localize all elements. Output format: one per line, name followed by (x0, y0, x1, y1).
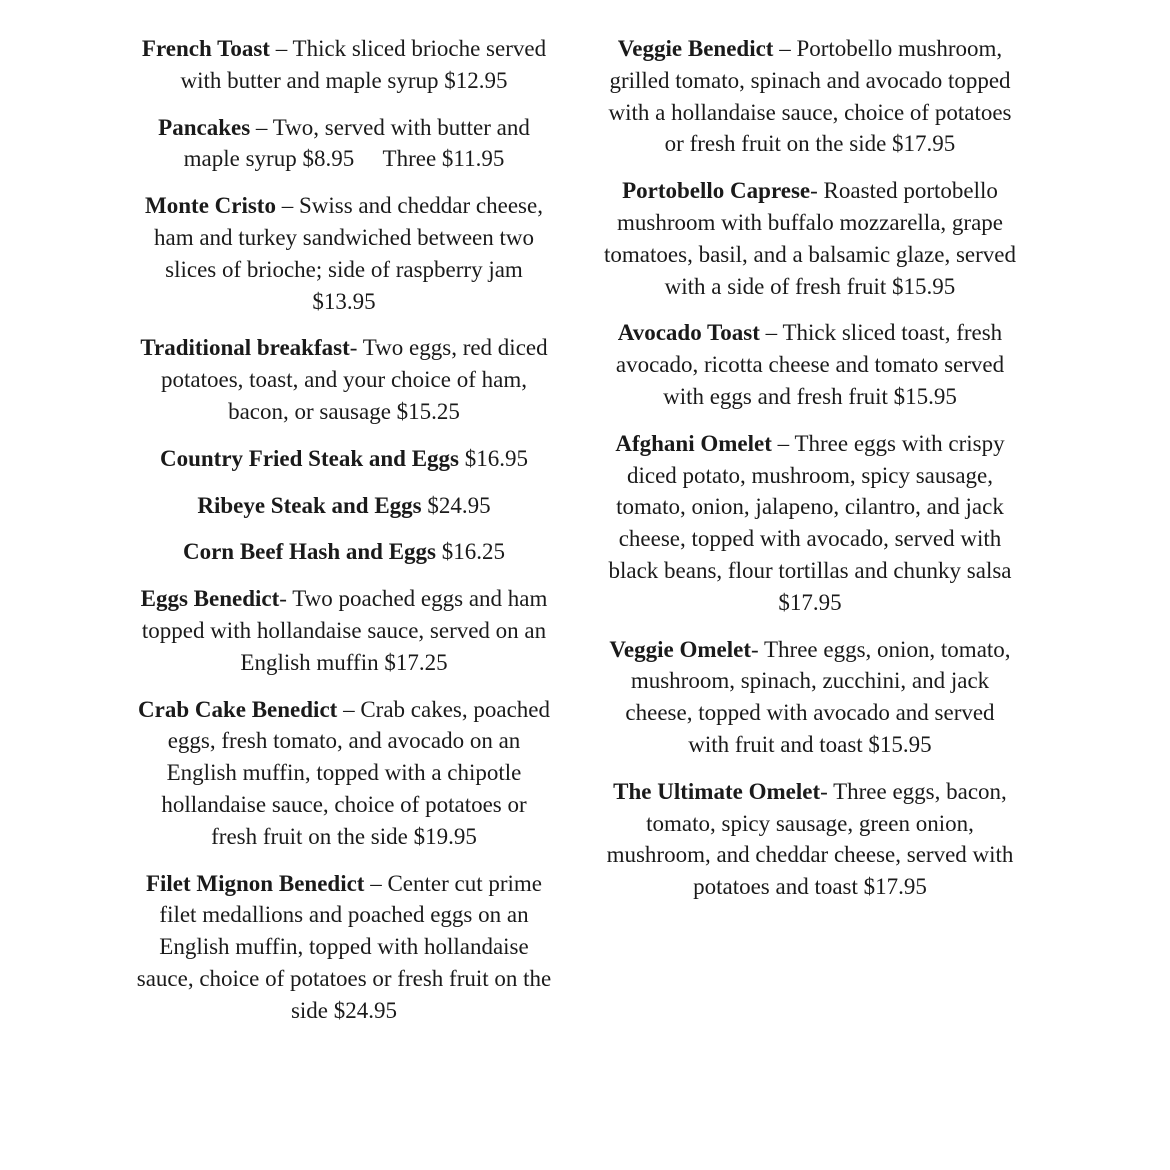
menu-item-description: – Portobello mushroom, grilled tomato, spinach and avocado topped with a hollandaise sauce, choice of potatoes or fresh fruit on the side $17.95 (608, 36, 1012, 157)
menu-item-name: Ribeye Steak and Eggs (197, 492, 422, 518)
menu-item-name: Traditional breakfast (140, 335, 350, 361)
menu-item-description: $16.95 (459, 445, 529, 471)
menu-item-description: - Three eggs, bacon, tomato, spicy sausage, green onion, mushroom, and cheddar cheese, served with potatoes and toast $17.95 (606, 778, 1014, 900)
menu-item-description: – Two, served with butter and maple syrup $8.95 Three $11.95 (183, 114, 530, 172)
menu-item-name: Avocado Toast (617, 320, 760, 346)
menu-item-name: Corn Beef Hash and Eggs (182, 539, 437, 565)
menu-item (136, 583, 552, 678)
menu-item (136, 536, 552, 568)
menu-item-description: – Center cut prime filet medallions and poached eggs on an English muffin, topped with hollandaise sauce, choice of potatoes or fresh fruit on the side $24.95 (136, 870, 552, 1023)
menu-item-name: Veggie Omelet (609, 636, 751, 662)
menu-item-name: French Toast (141, 36, 270, 61)
menu-item-description: – Thick sliced toast, fresh avocado, ricotta cheese and tomato served with eggs and fresh fruit $15.95 (615, 320, 1005, 409)
menu-item (604, 175, 1016, 302)
menu-item-description: – Three eggs with crispy diced potato, mushroom, spicy sausage, tomato, onion, jalapeno, cilantro, and jack cheese, topped with avocado, served with black beans, flour tortillas and chunky salsa $17.95 (608, 430, 1012, 615)
menu-item-description: $16.25 (436, 539, 506, 565)
menu-right-column (604, 33, 1016, 918)
menu-item (136, 443, 552, 475)
menu-item (604, 634, 1016, 761)
menu-item (136, 190, 552, 317)
menu-item-name: Pancakes (158, 114, 251, 140)
menu-item-name: Portobello Caprese (622, 178, 811, 204)
menu-item (604, 428, 1016, 619)
menu-item (604, 33, 1016, 160)
menu-item-description: – Thick sliced brioche served with butter and maple syrup $12.95 (180, 36, 547, 93)
menu-item-name: The Ultimate Omelet (613, 778, 821, 804)
menu-item-name: Monte Cristo (145, 193, 276, 219)
menu-item (136, 33, 552, 97)
menu-item-description: - Two poached eggs and ham topped with hollandaise sauce, served on an English muffin $17.25 (141, 586, 548, 675)
menu-left-column (136, 33, 552, 1042)
menu-item-description: - Three eggs, onion, tomato, mushroom, spinach, zucchini, and jack cheese, topped with avocado and served with fruit and toast $15.95 (625, 636, 1011, 757)
menu-item-description: – Swiss and cheddar cheese, ham and turkey sandwiched between two slices of brioche; side of raspberry jam $13.95 (153, 193, 543, 314)
menu-item (136, 868, 552, 1027)
menu-item-description: - Roasted portobello mushroom with buffalo mozzarella, grape tomatoes, basil, and a balsamic glaze, served with a side of fresh fruit $15.95 (604, 178, 1016, 299)
menu-item (604, 776, 1016, 903)
menu-item-description: - Two eggs, red diced potatoes, toast, and your choice of ham, bacon, or sausage $15.25 (161, 335, 548, 424)
menu-item-name: Afghani Omelet (615, 430, 772, 456)
menu-item (136, 112, 552, 176)
menu-item (136, 490, 552, 522)
menu-item-name: Eggs Benedict (140, 586, 280, 612)
menu-item (136, 332, 552, 427)
menu-item-name: Filet Mignon Benedict (145, 870, 365, 896)
menu-item (136, 694, 552, 853)
menu-item-description: – Crab cakes, poached eggs, fresh tomato, and avocado on an English muffin, topped with a chipotle hollandaise sauce, choice of potatoes or fresh fruit on the side $19.95 (161, 696, 550, 849)
menu-item-name: Country Fried Steak and Eggs (159, 445, 460, 471)
menu-item-name: Crab Cake Benedict (138, 696, 338, 722)
menu-item-name: Veggie Benedict (617, 36, 774, 61)
menu-item (604, 317, 1016, 412)
menu-item-description: $24.95 (421, 492, 491, 518)
